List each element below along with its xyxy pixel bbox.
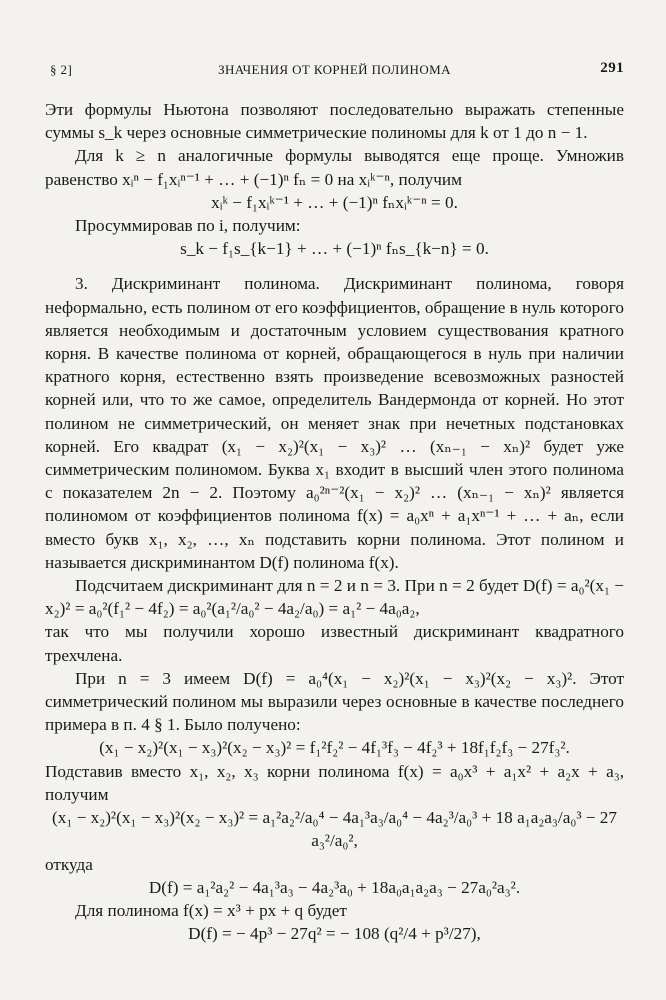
formula: D(f) = a₁²a₂² − 4a₁³a₃ − 4a₂³a₀ + 18a₀a₁a₂a₃ − 27a₀²a₃². xyxy=(148,877,521,897)
formula: (x₁ − x₂)²(x₁ − x₃)²(x₂ − x₃)² = f₁²f₂² − 4f₁³f₃ − 4f₂³ + 18f₁f₂f₃ − 27f₃². xyxy=(99,738,570,758)
formula: (x₁ − x₂)²(x₁ − x₃)²(x₂ − x₃)² = a₁²a₂²/a₀⁴ − 4a₁³a₃/a₀⁴ − 4a₂³/a₀³ + 18 a₁a₂a₃/a₀³ − 27 a₃²/a₀², xyxy=(52,808,617,851)
page-number: 291 xyxy=(600,60,624,76)
running-title: ЗНАЧЕНИЯ ОТ КОРНЕЙ ПОЛИНОМА xyxy=(218,62,451,77)
paragraph: Просуммировав по i, получим: xyxy=(75,216,301,236)
formula: s_k − f₁s_{k−1} + … + (−1)ⁿ fₙs_{k−n} = 0. xyxy=(180,239,489,259)
paragraph: откуда xyxy=(45,854,93,874)
section-ref: § 2] xyxy=(50,62,73,77)
paragraph: Подсчитаем дискриминант для n = 2 и n = 3. При n = 2 будет D(f) = a₀²(x₁ − x₂)² = a₀²(f₁² − 4f₂) = a₀²(a₁²/a₀² − 4a₂/a₀) = a₁² − 4a₀a₂, xyxy=(45,576,624,619)
paragraph: Подставив вместо x₁, x₂, x₃ корни полинома f(x) = a₀x³ + a₁x² + a₂x + a₃, получим xyxy=(45,761,624,804)
paragraph: Для k ≥ n аналогичные формулы выводятся еще проще. Умножив равенство xᵢⁿ − f₁xᵢⁿ⁻¹ + … + (−1)ⁿ fₙ = 0 на xᵢᵏ⁻ⁿ, получим xyxy=(45,146,624,189)
paragraph: так что мы получили хорошо известный дискриминант квадратного трехчлена. xyxy=(45,622,624,665)
page-body xyxy=(45,98,624,945)
formula: xᵢᵏ − f₁xᵢᵏ⁻¹ + … + (−1)ⁿ fₙxᵢᵏ⁻ⁿ = 0. xyxy=(211,192,458,212)
paragraph: 3. Дискриминант полинома. Дискриминант полинома, говоря неформально, есть полином от его коэффициентов, обращение в нуль которого является необходимым и достаточным условием существования кратного корня. В качестве полинома от корней, обращающегося в нуль при наличии кратного корня, естественно взять произведение всевозможных разностей корней или, что то же самое, определитель Вандермонда от корней. Но этот полином не симметрический, он меняет знак при нечетных подстановках корней. Его квадрат (x₁ − x₂)²(x₁ − x₃)² … (xₙ₋₁ − xₙ)² будет уже симметрическим полиномом. Буква x₁ входит в высший член этого полинома с показателем 2n − 2. Поэтому a₀²ⁿ⁻²(x₁ − x₂)² … (xₙ₋₁ − xₙ)² является полиномом от коэффициентов полинома f(x) = a₀xⁿ + a₁xⁿ⁻¹ + … + aₙ, если вместо букв x₁, x₂, …, xₙ подставить корни полинома. Этот полином и называется дискриминантом D(f) полинома f(x). xyxy=(45,274,624,572)
paragraph: Для полинома f(x) = x³ + px + q будет xyxy=(75,900,347,920)
paragraph: Эти формулы Ньютона позволяют последовательно выражать степенные суммы s_k через основные симметрические полиномы для k от 1 до n − 1. xyxy=(45,100,624,143)
formula: D(f) = − 4p³ − 27q² = − 108 (q²/4 + p³/27), xyxy=(188,924,481,944)
paragraph: При n = 3 имеем D(f) = a₀⁴(x₁ − x₂)²(x₁ − x₃)²(x₂ − x₃)². Этот симметрический полином мы выразили через основные в качестве последнего примера в п. 4 § 1. Было получено: xyxy=(45,668,624,735)
page-header xyxy=(45,60,624,82)
